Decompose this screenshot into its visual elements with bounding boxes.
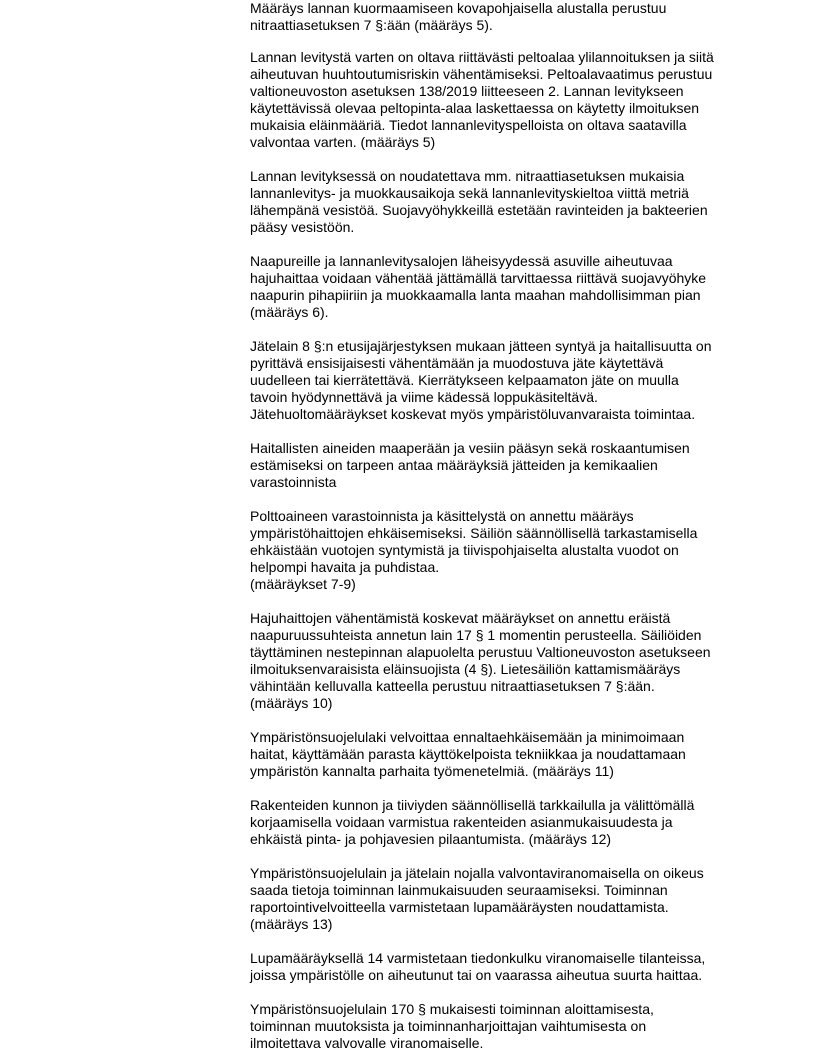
text-line: Naapureille ja lannanlevitysalojen läheisyydessä asuville aiheutuvaa	[250, 253, 673, 269]
text-line: ilmoituksenvaraisista eläinsuojista (4 §). Lietesäiliön kattamismääräys	[250, 661, 681, 677]
text-line: ehkäistä pinta- ja pohjavesien pilaantumista. (määräys 12)	[250, 831, 612, 847]
text-line: korjaamisella voidaan varmistua rakenteiden asianmukaisuudesta ja	[250, 814, 673, 830]
text-line: (määräys 13)	[250, 916, 333, 932]
text-line: raportointivelvoitteella varmistetaan lupamääräysten noudattamista.	[250, 899, 669, 915]
text-line: (määräys 10)	[250, 695, 333, 711]
text-line: Lannan levityksessä on noudatettava mm. nitraattiasetuksen mukaisia	[250, 168, 685, 184]
text-line: Ympäristönsuojelulaki velvoittaa ennaltaehkäisemään ja minimoimaan	[250, 729, 685, 745]
text-line: helpompi havaita ja puhdistaa.	[250, 559, 440, 575]
text-line: pääsy vesistöön.	[250, 219, 355, 235]
text-line: Ympäristönsuojelulain ja jätelain nojalla valvontaviranomaisella on oikeus	[250, 865, 704, 881]
text-line: valtioneuvoston asetuksen 138/2019 liitteeseen 2. Lannan levitykseen	[250, 83, 684, 99]
text-line: Lannan levitystä varten on oltava riittävästi peltoalaa ylilannoituksen ja siitä	[250, 49, 714, 65]
text-line: ympäristön kannalta parhaita työmenetelmiä. (määräys 11)	[250, 763, 614, 779]
text-line: ehkäistään vuotojen syntymistä ja tiivispohjaiselta alustalta vuodot on	[250, 542, 679, 558]
text-line: uudelleen tai kierrätettävä. Kierrätykseen kelpaamaton jäte on muulla	[250, 372, 679, 388]
text-line: pyrittävä ensisijaisesti vähentämään ja muodostuva jäte käytettävä	[250, 355, 664, 371]
text-line: Haitallisten aineiden maaperään ja vesiin pääsyn sekä roskaantumisen	[250, 440, 690, 456]
text-line: Jätelain 8 §:n etusijajärjestyksen mukaan jätteen syntyä ja haitallisuutta on	[250, 338, 712, 354]
text-line: Hajuhaittojen vähentämistä koskevat määräykset on annettu eräistä	[250, 610, 671, 626]
text-line: nitraattiasetuksen 7 §:ään (määräys 5).	[250, 17, 493, 33]
text-line: joissa ympäristölle on aiheutunut tai on vaarassa aiheutua suurta haittaa.	[250, 967, 703, 983]
text-line: valvontaa varten. (määräys 5)	[250, 134, 436, 150]
text-line: (määräykset 7-9)	[250, 576, 356, 592]
text-line: lannanlevitys- ja muokkausaikoja sekä lannanlevityskieltoa viittä metriä	[250, 185, 689, 201]
text-line: täyttäminen nestepinnan alapuolelta perustuu Valtioneuvoston asetukseen	[250, 644, 711, 660]
text-line: mukaisia eläinmääriä. Tiedot lannanlevityspelloista on oltava saatavilla	[250, 117, 687, 133]
text-line: Ympäristönsuojelulain 170 § mukaisesti toiminnan aloittamisesta,	[250, 1001, 654, 1017]
text-line: käytettävissä olevaa peltopinta-alaa laskettaessa on käytetty ilmoituksen	[250, 100, 700, 116]
text-line: varastoinnista	[250, 474, 337, 490]
text-line: Jätehuoltomääräykset koskevat myös ympäristöluvanvaraista toimintaa.	[250, 406, 696, 422]
text-line: tavoin hyödynnettävä ja viime kädessä loppukäsiteltävä.	[250, 389, 598, 405]
text-line: Määräys lannan kuormaamiseen kovapohjaisella alustalla perustuu	[250, 0, 667, 16]
text-line: naapurin pihapiiriin ja muokkaamalla lanta maahan mahdollisimman pian	[250, 287, 701, 303]
text-line: vähintään kelluvalla katteella perustuu nitraattiasetuksen 7 §:ään.	[250, 678, 655, 694]
text-line: (määräys 6).	[250, 304, 329, 320]
text-line: haitat, käyttämään parasta käyttökelpoista tekniikkaa ja noudattamaan	[250, 746, 686, 762]
text-line: hajuhaittaa voidaan vähentää jättämällä tarvittaessa riittävä suojavyöhyke	[250, 270, 707, 286]
text-line: estämiseksi on tarpeen antaa määräyksiä jätteiden ja kemikaalien	[250, 457, 658, 473]
text-line: Rakenteiden kunnon ja tiiviyden säännöllisellä tarkkailulla ja välittömällä	[250, 797, 695, 813]
text-line: naapuruussuhteista annetun lain 17 § 1 momentin perusteella. Säiliöiden	[250, 627, 702, 643]
text-line: ilmoitettava valvovalle viranomaiselle.	[250, 1035, 484, 1051]
text-line: Polttoaineen varastoinnista ja käsittelystä on annettu määräys	[250, 508, 634, 524]
text-line: toiminnan muutoksista ja toiminnanharjoittajan vaihtumisesta on	[250, 1018, 647, 1034]
text-line: saada tietoja toiminnan lainmukaisuuden seuraamiseksi. Toiminnan	[250, 882, 668, 898]
text-line: lähempänä vesistöä. Suojavyöhykkeillä estetään ravinteiden ja bakteerien	[250, 202, 708, 218]
text-line: Lupamääräyksellä 14 varmistetaan tiedonkulku viranomaiselle tilanteissa,	[250, 950, 706, 966]
text-line: aiheutuvan huuhtoutumisriskin vähentämiseksi. Peltoalavaatimus perustuu	[250, 66, 713, 82]
text-line: ympäristöhaittojen ehkäisemiseksi. Säiliön säännöllisellä tarkastamisella	[250, 525, 698, 541]
